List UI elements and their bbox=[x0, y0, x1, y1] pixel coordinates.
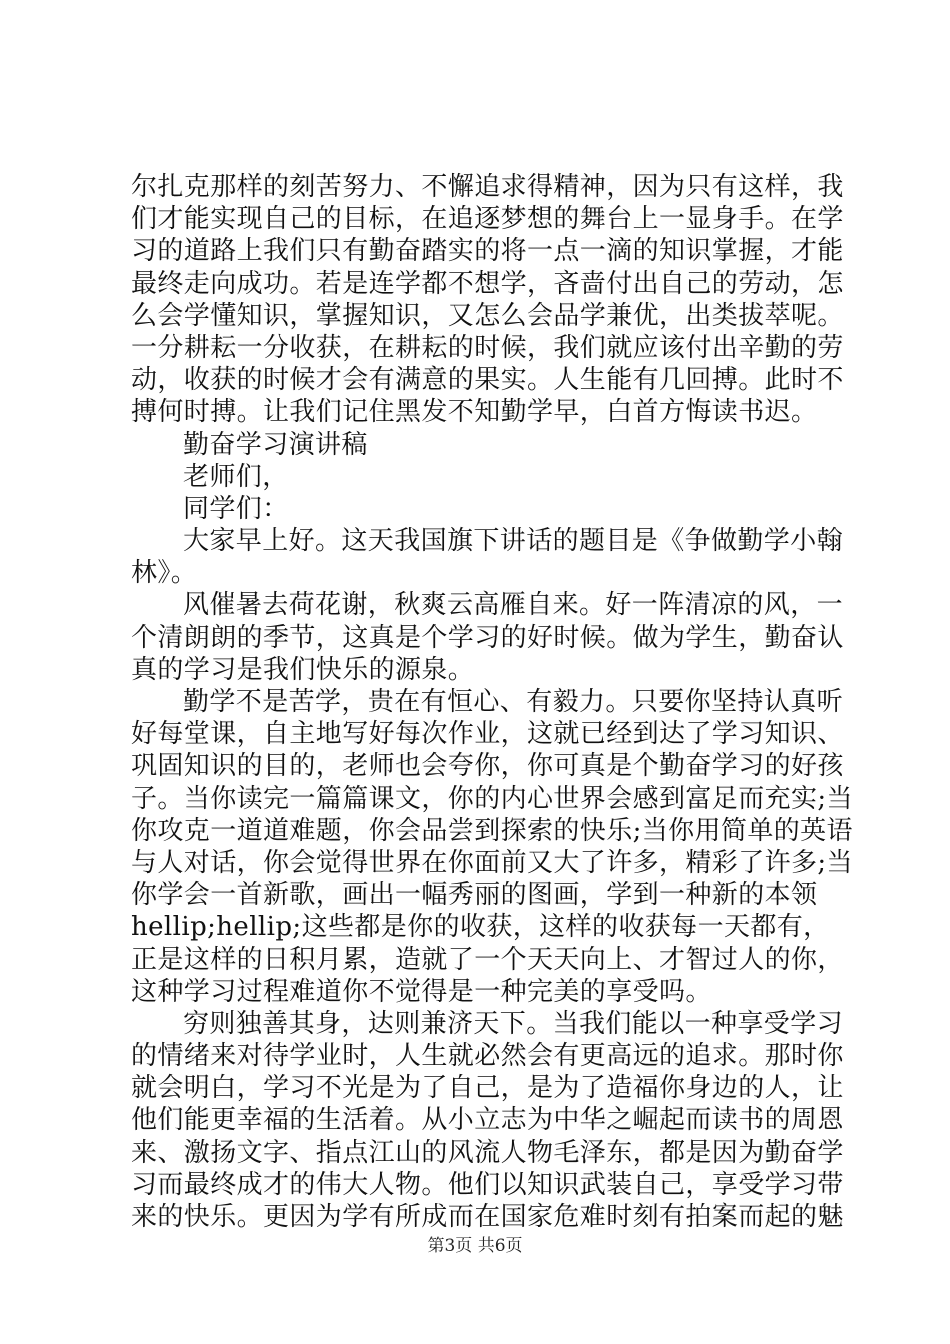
text-line: 与人对话，你会觉得世界在你面前又大了许多，精彩了许多;当 bbox=[131, 847, 853, 878]
text-line: hellip;hellip;这些都是你的收获，这样的收获每一天都有， bbox=[131, 912, 830, 943]
text-line: 真的学习是我们快乐的源泉。 bbox=[131, 654, 475, 685]
text-line: 习而最终成才的伟大人物。他们以知识武装自己，享受学习带 bbox=[131, 1169, 844, 1200]
text-line: 个清朗朗的季节，这真是个学习的好时候。做为学生，勤奋认 bbox=[131, 622, 844, 653]
text-line: 子。当你读完一篇篇课文，你的内心世界会感到富足而充实;当 bbox=[131, 783, 853, 814]
text-line: 就会明白，学习不光是为了自己，是为了造福你身边的人，让 bbox=[131, 1073, 844, 1104]
speech-title: 勤奋学习演讲稿 bbox=[183, 429, 368, 460]
text-line: 巩固知识的目的，老师也会夸你，你可真是个勤奋学习的好孩 bbox=[131, 751, 844, 782]
text-line: 来、激扬文字、指点江山的风流人物毛泽东，都是因为勤奋学 bbox=[131, 1137, 844, 1168]
text-line: 大家早上好。这天我国旗下讲话的题目是《争做勤学小翰 bbox=[183, 526, 844, 557]
text-line: 的情绪来对待学业时，人生就必然会有更高远的追求。那时你 bbox=[131, 1041, 844, 1072]
text-line: 勤学不是苦学，贵在有恒心、有毅力。只要你坚持认真听 bbox=[183, 687, 844, 717]
text-line: 最终走向成功。若是连学都不想学，吝啬付出自己的劳动，怎 bbox=[131, 268, 844, 299]
text-line: 来的快乐。更因为学有所成而在国家危难时刻有拍案而起的魅 bbox=[131, 1202, 844, 1232]
text-line: 么会学懂知识，掌握知识，又怎么会品学兼优，出类拔萃呢。 bbox=[131, 300, 844, 331]
text-line: 穷则独善其身，达则兼济天下。当我们能以一种享受学习 bbox=[183, 1008, 844, 1039]
text-line: 风催暑去荷花谢，秋爽云高雁自来。好一阵清凉的风，一 bbox=[183, 590, 844, 621]
text-line: 这种学习过程难道你不觉得是一种完美的享受吗。 bbox=[131, 976, 712, 1007]
text-line: 们才能实现自己的目标，在追逐梦想的舞台上一显身手。在学 bbox=[131, 204, 844, 235]
text-line: 你攻克一道道难题，你会品尝到探索的快乐;当你用简单的英语 bbox=[131, 815, 853, 846]
text-line: 你学会一首新歌，画出一幅秀丽的图画，学到一种新的本领 bbox=[131, 880, 818, 911]
document-body bbox=[131, 171, 853, 1233]
salutation-students: 同学们： bbox=[183, 493, 289, 524]
page-indicator: 第3页 共6页 bbox=[427, 1236, 523, 1256]
text-line: 尔扎克那样的刻苦努力、不懈追求得精神，因为只有这样，我 bbox=[131, 172, 844, 202]
text-line: 正是这样的日积月累，造就了一个天天向上、才智过人的你， bbox=[131, 944, 844, 975]
text-line: 动，收获的时候才会有满意的果实。人生能有几回搏。此时不 bbox=[131, 365, 844, 396]
text-line: 林》。 bbox=[131, 558, 198, 589]
salutation-teachers: 老师们， bbox=[183, 461, 289, 492]
text-line: 搏何时搏。让我们记住黑发不知勤学早，白首方悔读书迟。 bbox=[131, 397, 818, 428]
text-line: 一分耕耘一分收获，在耕耘的时候，我们就应该付出辛勤的劳 bbox=[131, 332, 844, 363]
text-line: 好每堂课，自主地写好每次作业，这就已经到达了学习知识、 bbox=[131, 719, 844, 750]
text-line: 他们能更幸福的生活着。从小立志为中华之崛起而读书的周恩 bbox=[131, 1105, 844, 1136]
text-line: 习的道路上我们只有勤奋踏实的将一点一滴的知识掌握，才能 bbox=[131, 236, 844, 267]
